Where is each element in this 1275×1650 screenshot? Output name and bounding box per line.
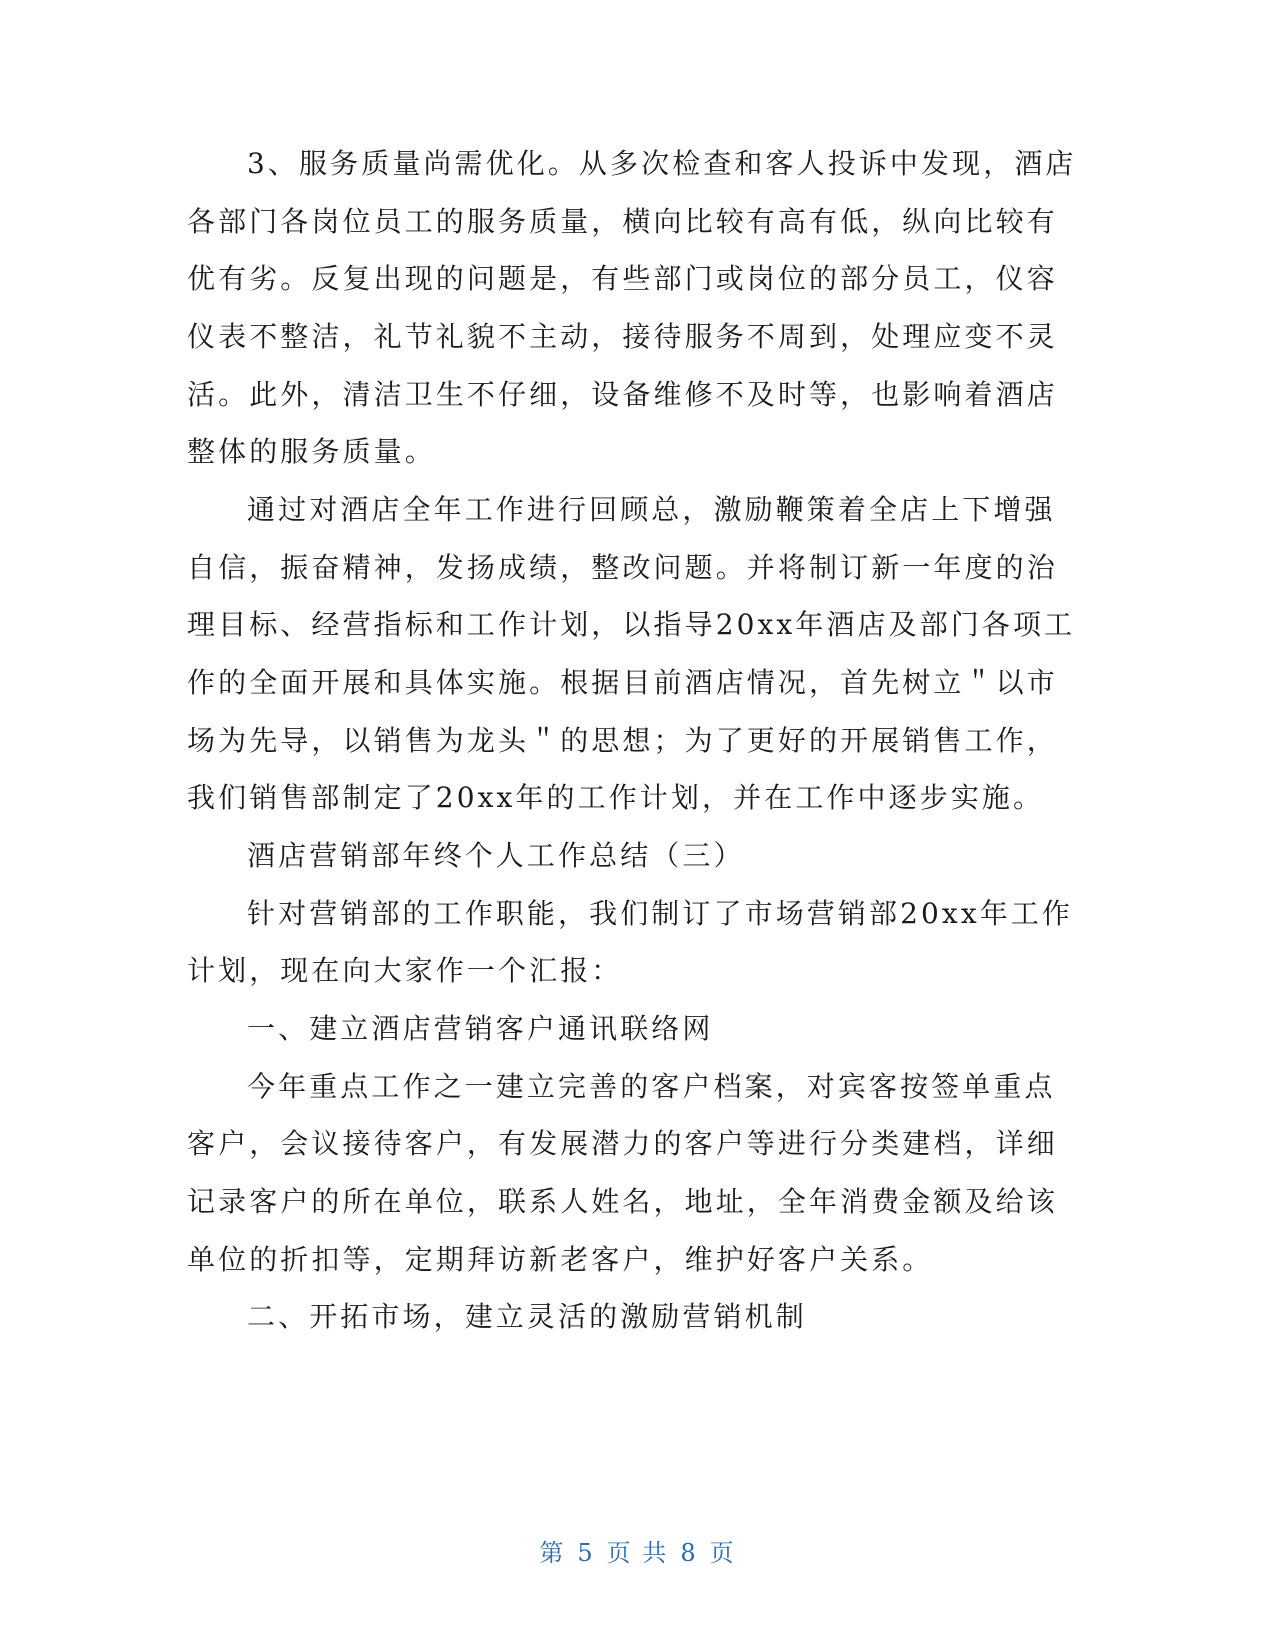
paragraph-line: 记录客户的所在单位，联系人姓名，地址，全年消费金额及给该 bbox=[187, 1185, 1058, 1218]
paragraph-line: 整体的服务质量。 bbox=[187, 435, 436, 468]
page-prefix: 第 bbox=[539, 1539, 566, 1567]
paragraph-line: 单位的折扣等，定期拜访新老客户，维护好客户关系。 bbox=[187, 1243, 934, 1276]
page-number: 5 bbox=[577, 1539, 595, 1567]
page-footer bbox=[0, 1533, 1275, 1568]
paragraph-line: 活。此外，清洁卫生不仔细，设备维修不及时等，也影响着酒店 bbox=[187, 378, 1058, 411]
section-heading: 二、开拓市场，建立灵活的激励营销机制 bbox=[247, 1300, 807, 1333]
paragraph-line: 自信，振奋精神，发扬成绩，整改问题。并将制订新一年度的治 bbox=[187, 551, 1058, 584]
section-title: 酒店营销部年终个人工作总结（三） bbox=[247, 839, 745, 872]
paragraph-line: 作的全面开展和具体实施。根据目前酒店情况，首先树立＂以市 bbox=[187, 666, 1058, 699]
paragraph-line: 3、服务质量尚需优化。从多次检查和客人投诉中发现，酒店 bbox=[247, 147, 1077, 180]
paragraph-line: 我们销售部制定了20xx年的工作计划，并在工作中逐步实施。 bbox=[187, 781, 1045, 814]
page-mid: 页 共 bbox=[606, 1539, 669, 1567]
paragraph-line: 优有劣。反复出现的问题是，有些部门或岗位的部分员工，仪容 bbox=[187, 262, 1058, 295]
paragraph-line: 客户，会议接待客户，有发展潜力的客户等进行分类建档，详细 bbox=[187, 1127, 1058, 1160]
paragraph-line: 理目标、经营指标和工作计划，以指导20xx年酒店及部门各项工 bbox=[187, 608, 1076, 641]
paragraph-line: 今年重点工作之一建立完善的客户档案，对宾客按签单重点 bbox=[247, 1070, 1056, 1103]
paragraph-line: 仪表不整洁，礼节礼貌不主动，接待服务不周到，处理应变不灵 bbox=[187, 320, 1058, 353]
section-heading: 一、建立酒店营销客户通讯联络网 bbox=[247, 1012, 714, 1045]
paragraph-line: 通过对酒店全年工作进行回顾总，激励鞭策着全店上下增强 bbox=[247, 493, 1056, 526]
paragraph-line: 针对营销部的工作职能，我们制订了市场营销部20xx年工作 bbox=[247, 897, 1074, 930]
total-pages: 8 bbox=[680, 1539, 698, 1567]
paragraph-line: 各部门各岗位员工的服务质量，横向比较有高有低，纵向比较有 bbox=[187, 205, 1058, 238]
page-suffix: 页 bbox=[709, 1539, 736, 1567]
paragraph-line: 计划，现在向大家作一个汇报： bbox=[187, 954, 623, 987]
paragraph-line: 场为先导，以销售为龙头＂的思想；为了更好的开展销售工作， bbox=[187, 724, 1058, 757]
